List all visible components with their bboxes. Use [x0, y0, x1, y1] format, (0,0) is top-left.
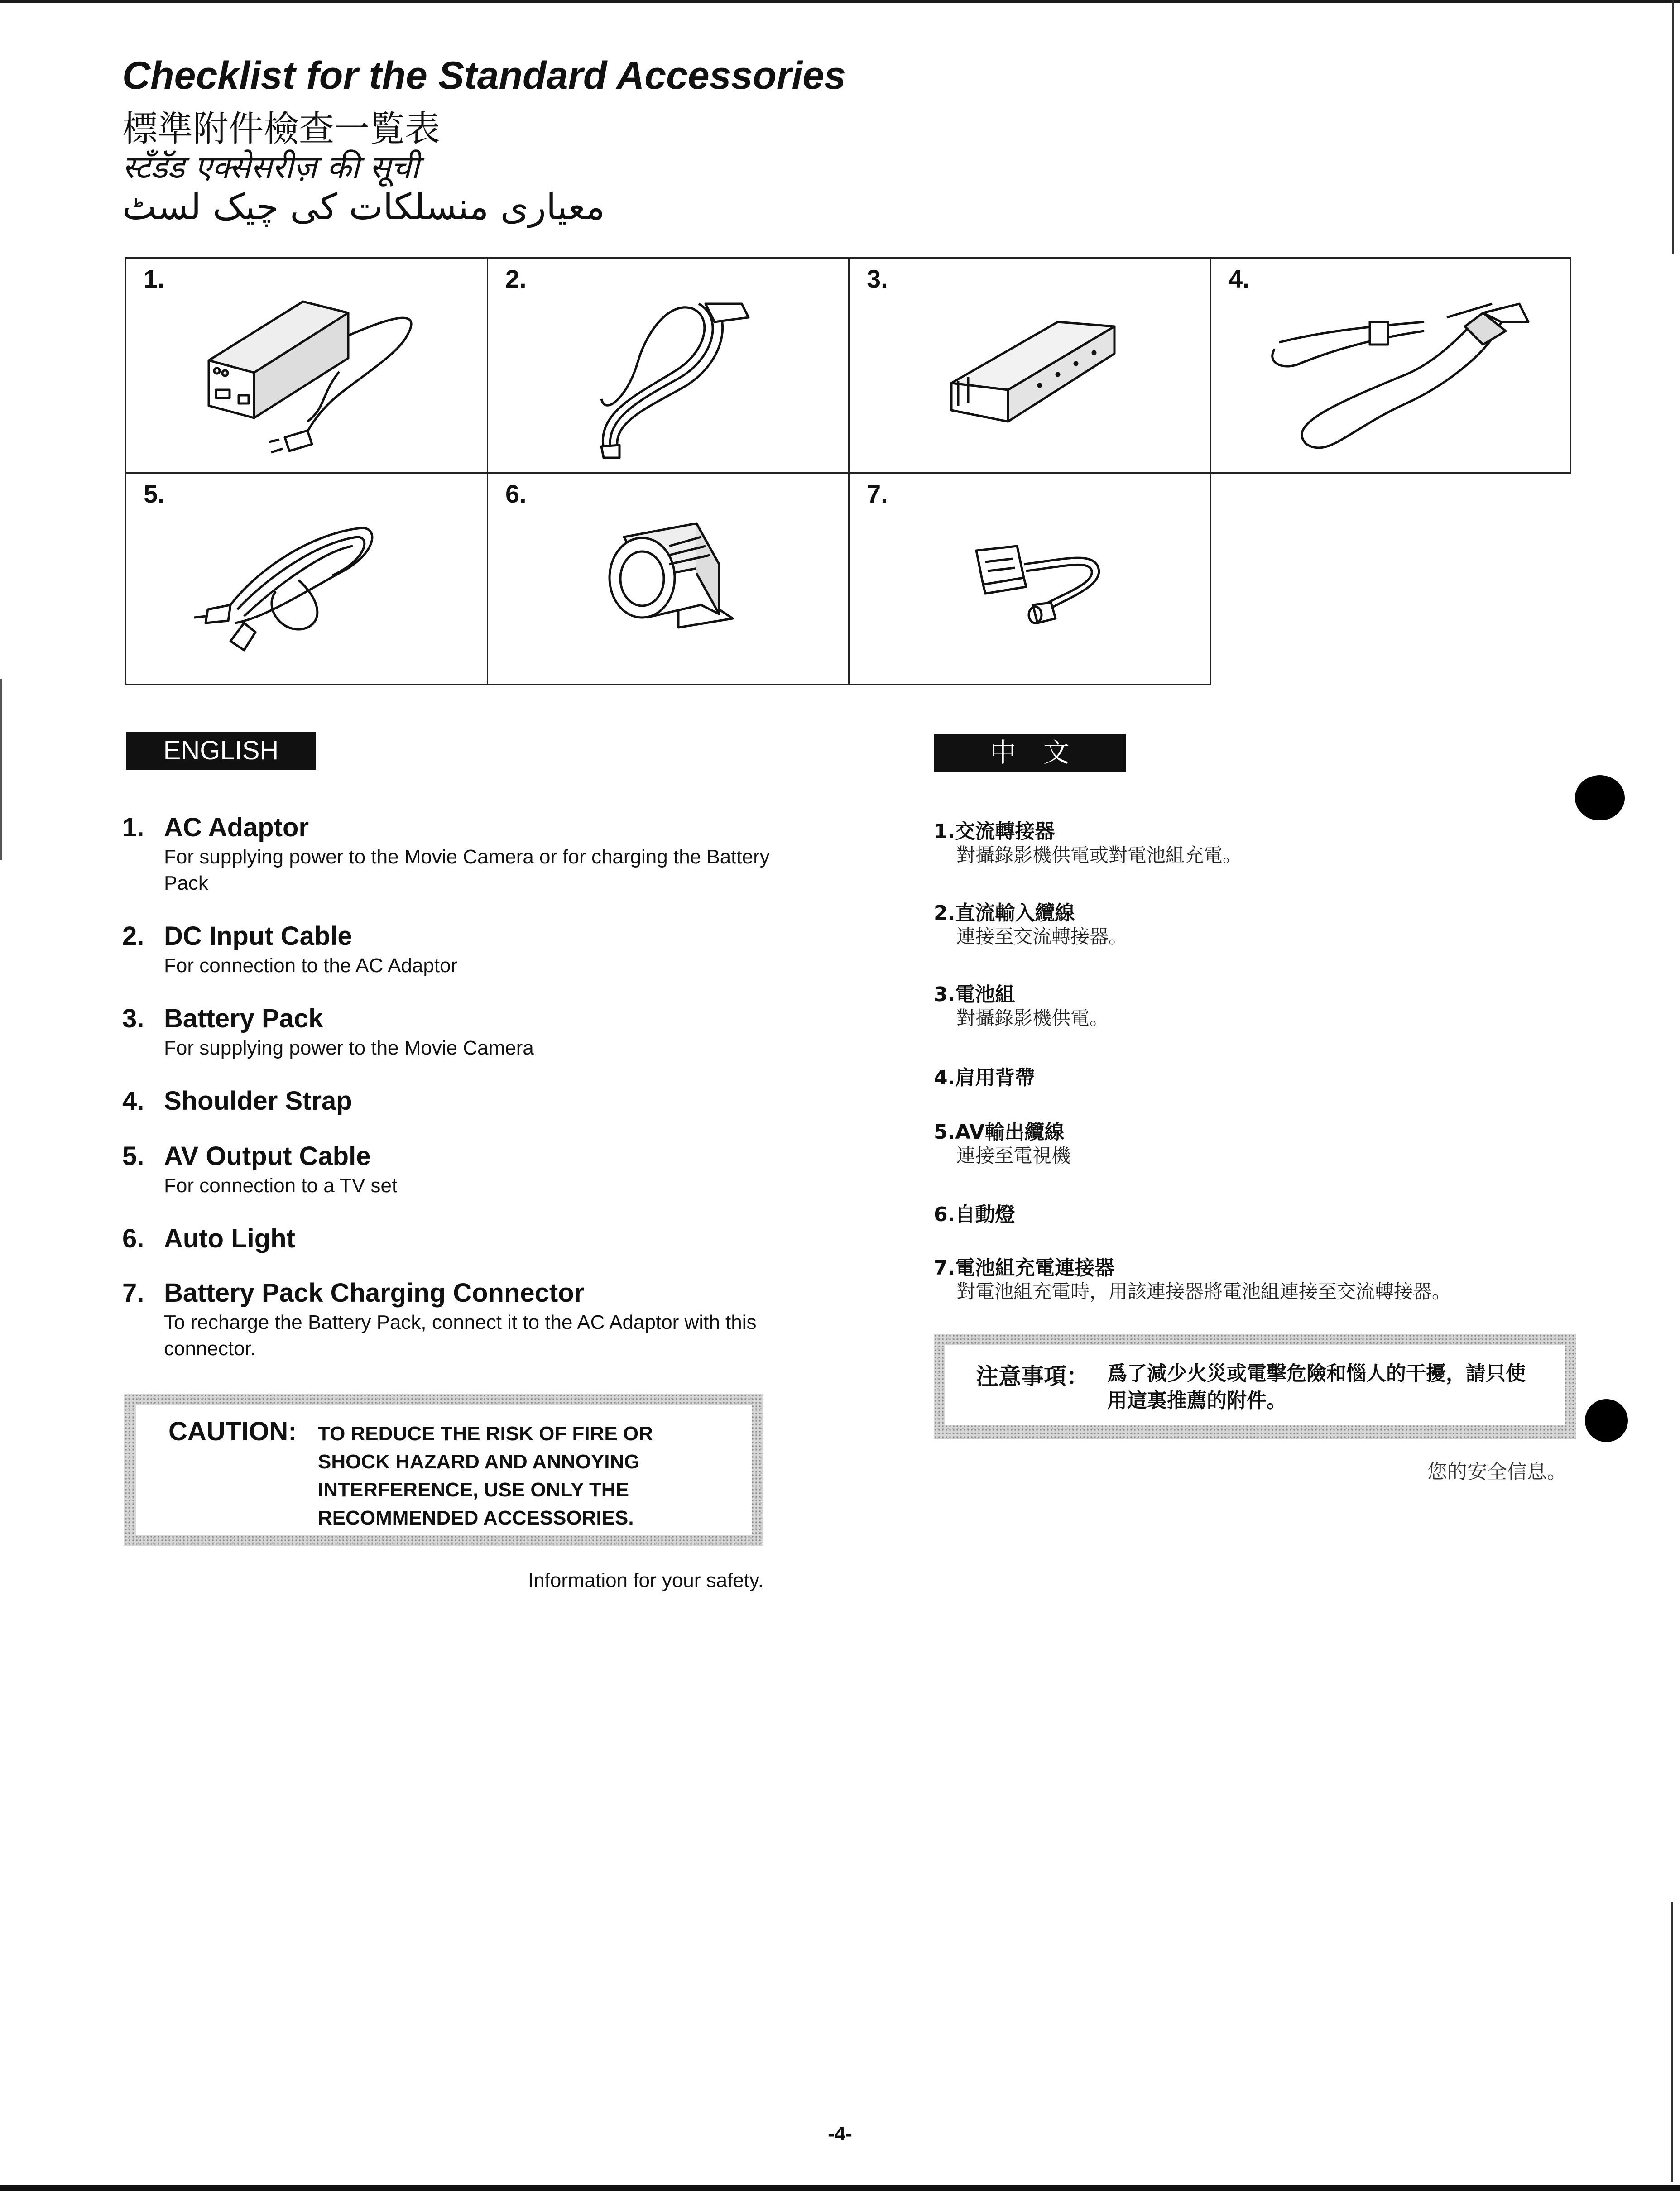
- page-number: -4-: [828, 2123, 852, 2145]
- dc-input-cable-icon: [488, 259, 851, 475]
- accessory-cell-7: [848, 472, 1211, 685]
- item-number: 1.: [122, 813, 144, 842]
- item-name: Battery Pack: [164, 1004, 323, 1033]
- scan-edge-right-lower: [1671, 1902, 1673, 2182]
- shoulder-strap-icon: [1211, 259, 1573, 475]
- item-name: 3.電池組: [934, 983, 1015, 1006]
- item-name: DC Input Cable: [164, 921, 352, 951]
- item-name: 5.AV輸出纜線: [934, 1121, 1065, 1144]
- item-description: 連接至交流轉接器。: [956, 925, 1128, 948]
- caution-label-chinese: 注意事項：: [976, 1363, 1089, 1390]
- scan-edge-top: [0, 0, 1680, 3]
- accessory-cell-4: [1210, 257, 1571, 474]
- accessory-cell-6: [487, 472, 850, 685]
- caution-label-english: CAUTION:: [168, 1417, 297, 1446]
- item-number: 4.: [122, 1086, 144, 1116]
- item-number: 2.: [122, 921, 144, 951]
- accessory-number: 1.: [144, 264, 165, 293]
- list-item: [122, 1086, 779, 1117]
- item-description: 對攝錄影機供電。: [956, 1007, 1109, 1029]
- item-description: For connection to a TV set: [164, 1175, 398, 1197]
- list-item: [934, 1116, 1613, 1165]
- scan-edge-right: [1672, 0, 1674, 254]
- section-tag-english: ENGLISH: [126, 732, 316, 770]
- accessory-cell-1: [125, 257, 488, 474]
- accessory-number: 3.: [867, 264, 888, 293]
- item-name: AC Adaptor: [164, 813, 309, 842]
- caution-text-chinese: 爲了減少火災或電擊危險和惱人的干擾，請只使用這裏推薦的附件。: [1107, 1362, 1526, 1412]
- list-item: [934, 897, 1613, 946]
- item-number: 7.: [122, 1278, 144, 1308]
- accessory-number: 2.: [505, 264, 527, 293]
- list-item: [122, 812, 779, 898]
- item-name: Battery Pack Charging Connector: [164, 1278, 585, 1308]
- item-name: Shoulder Strap: [164, 1086, 352, 1116]
- list-item: [934, 815, 1613, 865]
- safety-note-english: Information for your safety.: [528, 1569, 763, 1592]
- item-name: Auto Light: [164, 1224, 295, 1253]
- item-name: 1.交流轉接器: [934, 820, 1055, 843]
- accessory-number: 6.: [505, 479, 527, 508]
- safety-note-chinese: 您的安全信息。: [1427, 1460, 1567, 1483]
- accessory-cell-2: [487, 257, 850, 474]
- item-description: For supplying power to the Movie Camera: [164, 1037, 534, 1059]
- accessory-cell-3: [848, 257, 1211, 474]
- list-item: [122, 1003, 779, 1062]
- item-name: 4.肩用背帶: [934, 1066, 1035, 1089]
- item-description: 對攝錄影機供電或對電池組充電。: [956, 844, 1242, 866]
- ac-adaptor-icon: [126, 259, 490, 475]
- item-description: For connection to the AC Adaptor: [164, 954, 458, 977]
- list-item: [934, 1251, 1613, 1301]
- item-description: For supplying power to the Movie Camera or for charging the Battery Pack: [164, 846, 770, 894]
- scan-edge-bottom: [0, 2185, 1680, 2191]
- ink-blot: [1585, 1399, 1628, 1442]
- item-name: AV Output Cable: [164, 1141, 371, 1171]
- accessory-number: 7.: [867, 479, 888, 508]
- section-tag-chinese: 中文: [934, 734, 1126, 772]
- page-title-chinese: 標準附件檢查一覧表: [122, 109, 441, 149]
- list-item: [122, 921, 779, 980]
- av-output-cable-icon: [126, 474, 490, 686]
- list-item: [934, 1198, 1613, 1226]
- item-number: 5.: [122, 1141, 144, 1171]
- item-name: 7.電池組充電連接器: [934, 1256, 1115, 1280]
- page-title-english: Checklist for the Standard Accessories: [122, 54, 846, 97]
- list-item: [934, 1061, 1613, 1087]
- item-description: 連接至電視機: [956, 1145, 1071, 1167]
- accessory-cell-5: [125, 472, 488, 685]
- accessory-number: 5.: [144, 479, 165, 508]
- list-item: [122, 1278, 779, 1368]
- list-item: [934, 978, 1613, 1028]
- page-title-hindi: स्टॅंडॅड एक्सेसरीज़ की सूची: [122, 149, 419, 186]
- auto-light-icon: [488, 474, 851, 686]
- list-item: [122, 1223, 779, 1255]
- item-description: 對電池組充電時，用該連接器將電池組連接至交流轉接器。: [956, 1280, 1451, 1303]
- caution-text-english: TO REDUCE THE RISK OF FIRE OR SHOCK HAZARD AND ANNOYING INTERFERENCE, USE ONLY THE RECOMMENDED ACCESSORIES.: [318, 1423, 653, 1529]
- item-number: 6.: [122, 1224, 144, 1253]
- battery-pack-icon: [850, 259, 1213, 475]
- item-description: To recharge the Battery Pack, connect it to the AC Adaptor with this connector.: [164, 1311, 757, 1360]
- item-number: 3.: [122, 1004, 144, 1033]
- accessory-number: 4.: [1229, 264, 1250, 293]
- scan-edge-left: [0, 679, 2, 860]
- page-title-urdu: معیاری منسلکات کی چیک لسٹ: [122, 186, 605, 228]
- charging-connector-icon: [850, 474, 1213, 686]
- list-item: [122, 1141, 779, 1200]
- item-name: 6.自動燈: [934, 1203, 1015, 1226]
- item-name: 2.直流輸入纜線: [934, 901, 1075, 925]
- ink-blot: [1575, 775, 1625, 820]
